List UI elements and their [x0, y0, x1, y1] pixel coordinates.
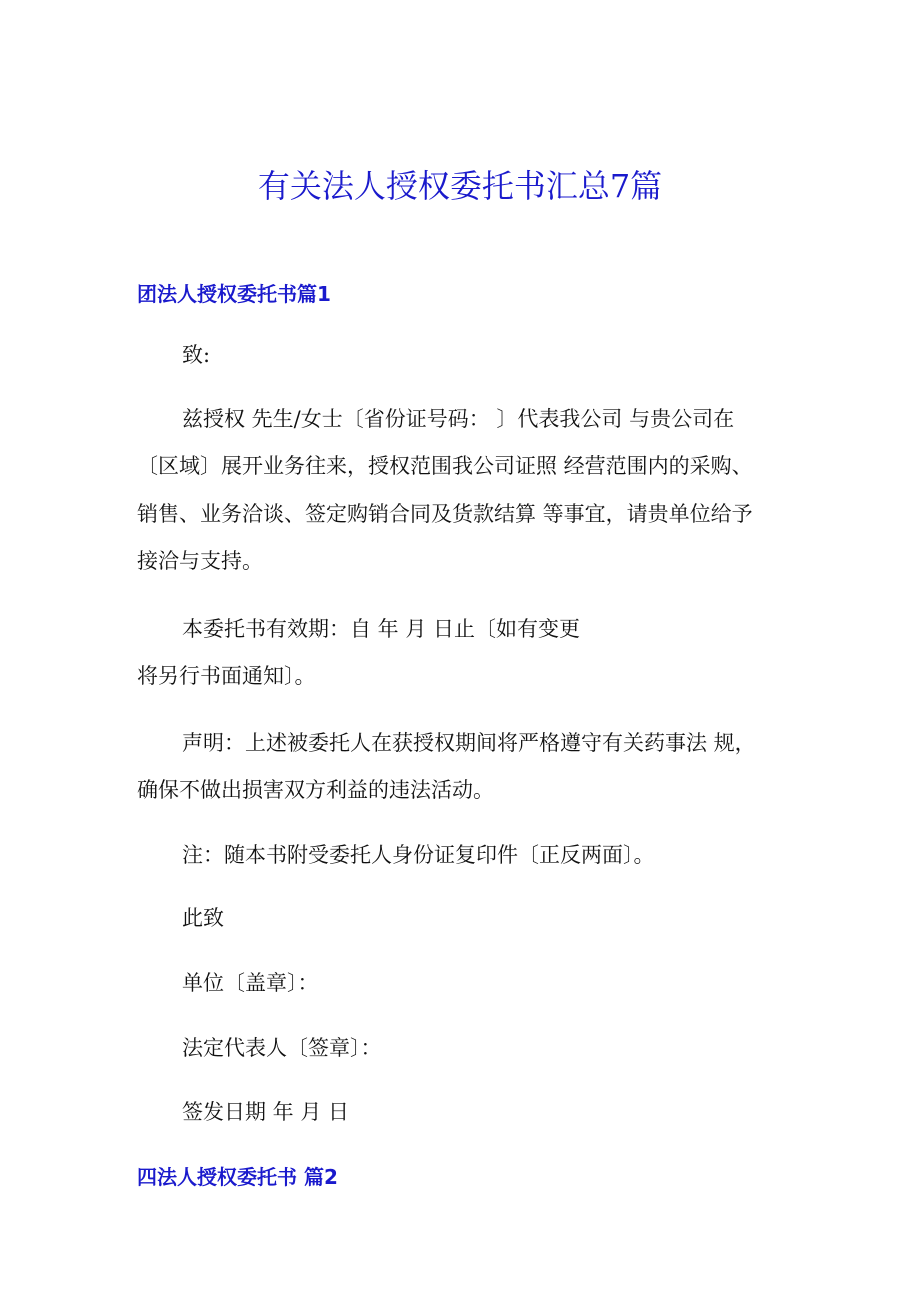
paragraph-validity-line-2: 将另行书面通知〕。: [137, 664, 316, 688]
paragraph-authorization-line-3: 销售、业务洽谈、签定购销合同及货款结算 等事宜，请贵单位给予: [137, 502, 753, 526]
document-title: 有关法人授权委托书汇总7篇: [257, 167, 663, 205]
legal-representative-line: 法定代表人〔签章〕：: [182, 1036, 382, 1060]
salutation: 致:: [182, 343, 211, 367]
closing-text: 此致: [182, 906, 224, 930]
paragraph-authorization-line-4: 接洽与支持。: [137, 549, 263, 573]
unit-seal-line: 单位〔盖章〕：: [182, 971, 319, 995]
section-heading-2: 四法人授权委托书 篇2: [137, 1165, 338, 1189]
paragraph-declaration-line-2: 确保不做出损害双方利益的违法活动。: [137, 778, 494, 802]
section-heading-1: 团法人授权委托书篇1: [137, 282, 331, 306]
paragraph-declaration-line-1: 声明：上述被委托人在获授权期间将严格遵守有关药事法 规，: [182, 731, 756, 755]
issue-date-line: 签发日期 年 月 日: [182, 1100, 350, 1124]
paragraph-authorization-line-2: 〔区域〕展开业务往来，授权范围我公司证照 经营范围内的采购、: [137, 454, 753, 478]
note-text: 注：随本书附受委托人身份证复印件〔正反两面〕。: [182, 843, 655, 867]
paragraph-validity-line-1: 本委托书有效期：自 年 月 日止〔如有变更: [182, 617, 581, 641]
paragraph-authorization-line-1: 兹授权 先生/女士〔省份证号码： 〕代表我公司 与贵公司在: [182, 407, 735, 431]
